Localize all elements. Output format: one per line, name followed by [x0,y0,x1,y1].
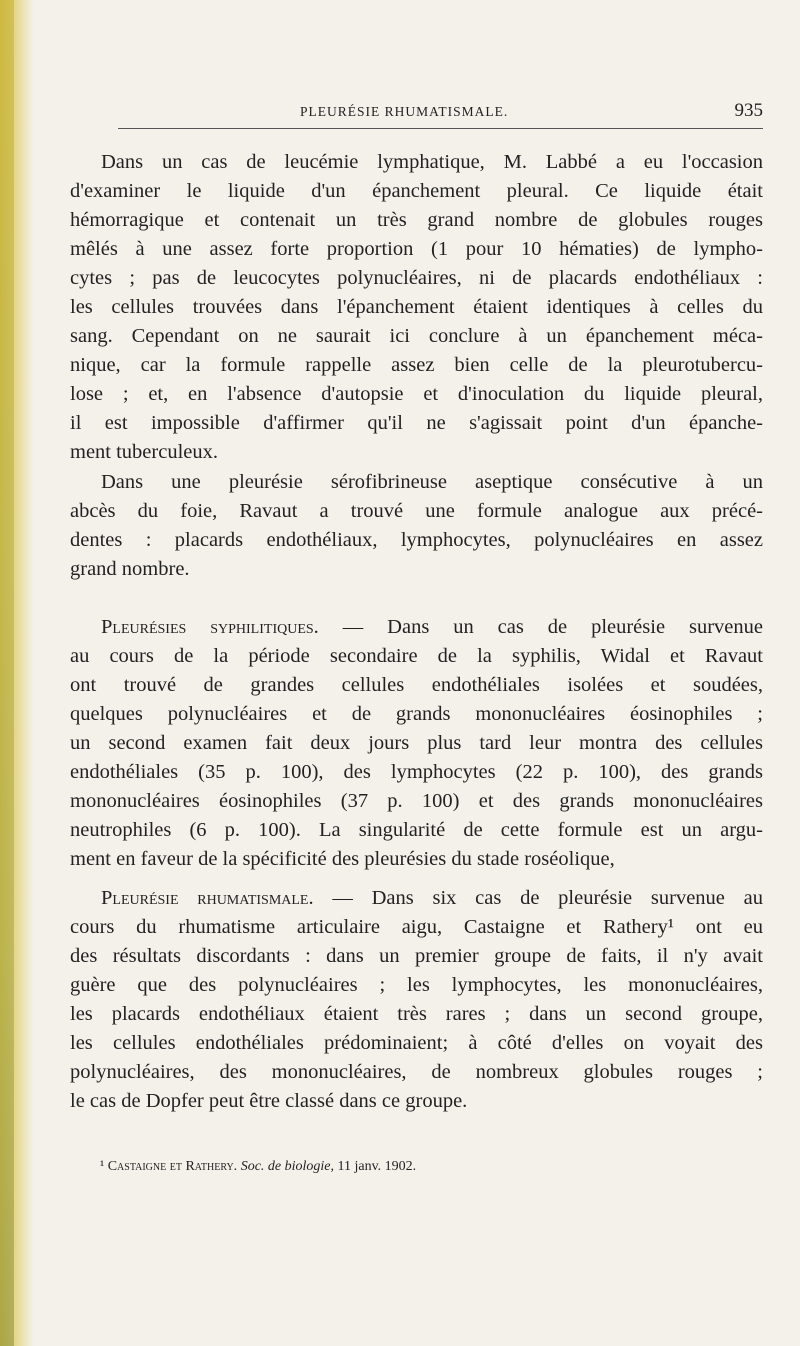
text-line [70,409,763,438]
text-line [70,787,763,816]
line-text: il est impossible d'affirmer qu'il ne s'agissait point d'un épanche- [70,412,763,434]
footnote-marker: ¹ [100,1159,105,1174]
text-line [70,845,763,874]
section-lead: Pleurésies syphilitiques. [101,616,319,638]
text-line [70,642,763,671]
line-text: grand nombre. [70,558,190,580]
line-text: au cours de la période secondaire de la syphilis, Widal et Ravaut [70,645,763,667]
line-text: Dans une pleurésie sérofibrineuse aseptique consécutive à un [101,471,763,493]
text-line [70,468,763,497]
text-line [70,526,763,555]
line-text: un second examen fait deux jours plus tard leur montra des cellules [70,732,763,754]
section-lead: Pleurésie rhumatismale. [101,887,314,909]
line-text: sang. Cependant on ne saurait ici conclure à un épanchement méca- [70,325,763,347]
line-text: neutrophiles (6 p. 100). La singularité de cette formule est un argu- [70,819,763,841]
text-line [70,816,763,845]
running-title: PLEURÉSIE RHUMATISMALE. [300,104,509,119]
book-binding-shadow [0,0,14,1346]
line-text: cytes ; pas de leucocytes polynucléaires, ni de placards endothéliaux : [70,267,763,289]
line-text: lose ; et, en l'absence d'autopsie et d'inoculation du liquide pleural, [70,383,763,405]
page-header [70,100,763,124]
footnote-journal: Soc. de biologie, [240,1159,334,1174]
text-line [70,758,763,787]
line-text: endothéliales (35 p. 100), des lymphocytes (22 p. 100), des grands [70,761,763,783]
footnote [100,1158,416,1176]
line-text: quelques polynucléaires et de grands mononucléaires éosinophiles ; [70,703,763,725]
text-line [70,322,763,351]
line-text: ment tuberculeux. [70,441,219,463]
paragraph-abces-foie [70,468,763,584]
footnote-authors: Castaigne et Rathery. [107,1159,238,1174]
paragraph-leucemie [70,148,763,467]
line-text: des résultats discordants : dans un premier groupe de faits, il n'y avait [70,945,763,967]
text-line [70,700,763,729]
line-text: dentes : placards endothéliaux, lymphocytes, polynucléaires en assez [70,529,763,551]
line-text: — Dans six cas de pleurésie survenue au [313,887,763,909]
text-line [70,1000,763,1029]
text-line [70,913,763,942]
line-text: le cas de Dopfer peut être classé dans ce groupe. [70,1090,468,1112]
line-text: guère que des polynucléaires ; les lymphocytes, les mononucléaires, [70,974,763,996]
text-line [70,1087,763,1116]
text-line [70,884,763,913]
paragraph-pleuresie-rhumatismale [70,884,763,1116]
text-line [70,497,763,526]
text-line [70,729,763,758]
line-text: mononucléaires éosinophiles (37 p. 100) et des grands mononucléaires [70,790,763,812]
text-line [70,380,763,409]
line-text: ment en faveur de la spécificité des pleurésies du stade roséolique, [70,848,615,870]
text-line [70,1058,763,1087]
page-number: 935 [734,100,763,121]
text-line [70,555,763,584]
line-text: les placards endothéliaux étaient très rares ; dans un second groupe, [70,1003,763,1025]
line-text: nique, car la formule rappelle assez bien celle de la pleurotubercu- [70,354,763,376]
text-line [70,671,763,700]
text-line [70,942,763,971]
text-line [70,971,763,1000]
text-line [70,293,763,322]
line-text: mêlés à une assez forte proportion (1 pour 10 hématies) de lympho- [70,238,763,260]
line-text: polynucléaires, des mononucléaires, de nombreux globules rouges ; [70,1061,763,1083]
line-text: ont trouvé de grandes cellules endothéliales isolées et soudées, [70,674,763,696]
text-line [70,613,763,642]
footnote-date: 11 janv. 1902. [337,1159,417,1174]
line-text: Dans un cas de leucémie lymphatique, M. Labbé a eu l'occasion [101,151,763,173]
text-line [70,177,763,206]
text-line [70,206,763,235]
text-line [70,351,763,380]
text-line [70,235,763,264]
text-line [70,148,763,177]
line-text: hémorragique et contenait un très grand nombre de globules rouges [70,209,763,231]
text-line [70,1029,763,1058]
line-text: abcès du foie, Ravaut a trouvé une formule analogue aux précé- [70,500,763,522]
line-text: les cellules trouvées dans l'épanchement étaient identiques à celles du [70,296,763,318]
line-text: les cellules endothéliales prédominaient; à côté d'elles on voyait des [70,1032,763,1054]
paragraph-pleuresies-syphilitiques [70,613,763,874]
line-text: cours du rhumatisme articulaire aigu, Castaigne et Rathery¹ ont eu [70,916,763,938]
line-text: d'examiner le liquide d'un épanchement pleural. Ce liquide était [70,180,763,202]
line-text: — Dans un cas de pleurésie survenue [318,616,763,638]
text-line [70,438,763,467]
header-rule [118,128,763,129]
text-line [70,264,763,293]
